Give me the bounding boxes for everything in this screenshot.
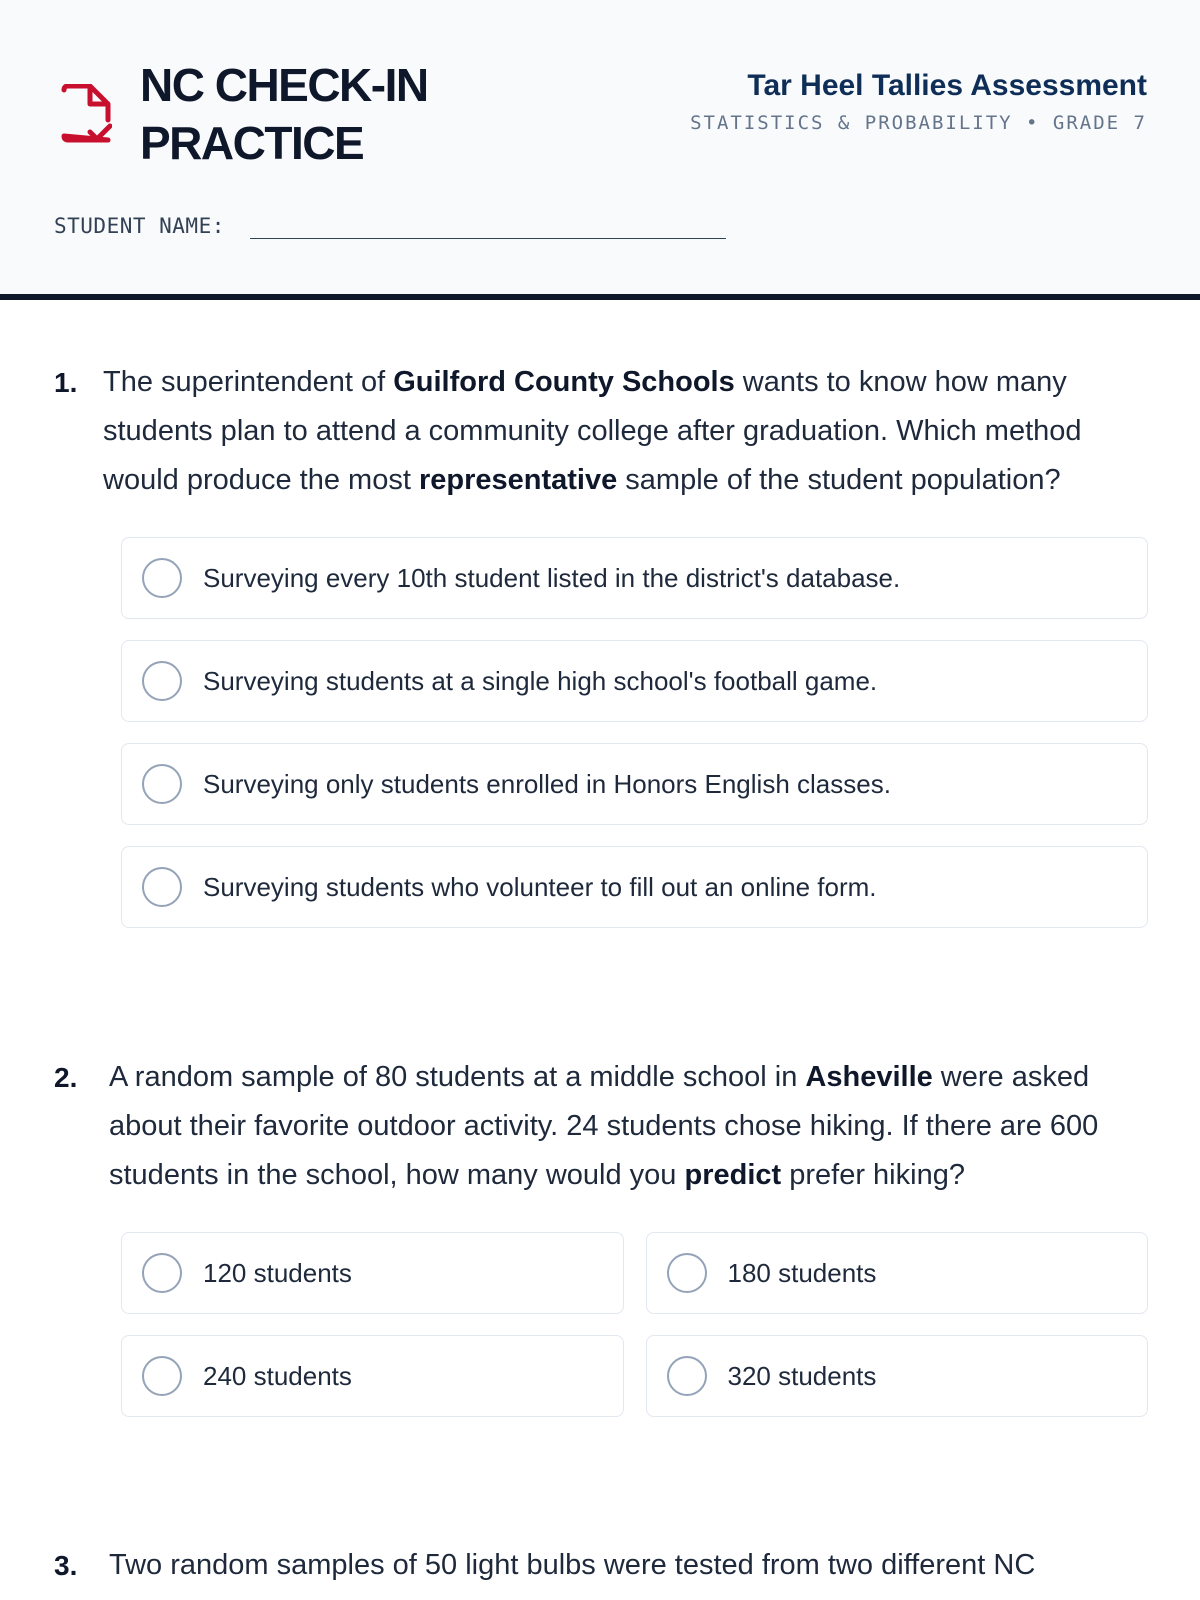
answer-options: [121, 537, 1148, 928]
radio-button[interactable]: [667, 1356, 707, 1396]
question-1: [54, 358, 1148, 949]
answer-option-c[interactable]: [121, 743, 1148, 825]
question-text-emphasis: Guilford County Schools: [393, 366, 735, 398]
radio-button[interactable]: [142, 558, 182, 598]
document-check-icon: [60, 84, 112, 144]
radio-button[interactable]: [667, 1253, 707, 1293]
radio-button[interactable]: [142, 1356, 182, 1396]
radio-button[interactable]: [142, 764, 182, 804]
answer-option-a[interactable]: [121, 1232, 624, 1314]
answer-option-label: 120 students: [203, 1258, 352, 1288]
question-text-part: sample of the student population?: [617, 464, 1061, 496]
answer-option-b[interactable]: [646, 1232, 1149, 1314]
answer-option-label: 240 students: [203, 1361, 352, 1391]
question-text-part: The superintendent of: [103, 366, 394, 398]
answer-option-c[interactable]: [121, 1335, 624, 1417]
question-text-part: wants to know how many students plan to attend a community college after graduation. Which method would produce the most: [103, 366, 1082, 496]
question-text-emphasis: predict: [684, 1159, 782, 1191]
question-text-part: Two random samples of 50 light bulbs were tested from two different NC: [109, 1549, 1036, 1581]
radio-button[interactable]: [142, 867, 182, 907]
question-text: [103, 358, 1148, 505]
answer-option-label: Surveying students who volunteer to fill out an online form.: [203, 872, 877, 902]
answer-option-label: 180 students: [727, 1258, 877, 1288]
question-text-part: prefer hiking?: [781, 1159, 965, 1191]
question-text-part: A random sample of 80 students at a middle school in: [109, 1061, 806, 1093]
answer-option-label: 320 students: [727, 1361, 877, 1391]
worksheet-header: [0, 0, 1200, 300]
question-text-emphasis: representative: [418, 464, 618, 496]
student-name-label: STUDENT NAME:: [54, 214, 225, 238]
question-2: [54, 1053, 1148, 1438]
answer-option-d[interactable]: [121, 846, 1148, 928]
question-text-part: were asked about their favorite outdoor activity. 24 students chose hiking. If there are 600 students in the school, how many would you: [109, 1061, 1099, 1191]
radio-button[interactable]: [142, 1253, 182, 1293]
student-name-line[interactable]: [250, 238, 726, 239]
assessment-info: [667, 68, 1147, 136]
question-number: 2.: [54, 1062, 78, 1093]
page-title: NC CHECK-IN PRACTICE: [140, 59, 428, 169]
question-number: 3.: [54, 1550, 78, 1581]
radio-button[interactable]: [142, 661, 182, 701]
answer-option-label: Surveying only students enrolled in Honors English classes.: [203, 769, 891, 799]
answer-option-d[interactable]: [646, 1335, 1149, 1417]
assessment-subtitle: STATISTICS & PROBABILITY • GRADE 7: [690, 112, 1147, 134]
question-3: [54, 1541, 1148, 1590]
question-text: [109, 1053, 1148, 1200]
answer-option-label: Surveying students at a single high school's football game.: [203, 666, 878, 696]
answer-option-label: Surveying every 10th student listed in the district's database.: [203, 563, 901, 593]
answer-options: [121, 1232, 1148, 1438]
assessment-title: Tar Heel Tallies Assessment: [747, 69, 1147, 102]
question-text: [109, 1541, 1148, 1590]
question-text-emphasis: Asheville: [805, 1061, 933, 1093]
answer-option-b[interactable]: [121, 640, 1148, 722]
answer-option-a[interactable]: [121, 537, 1148, 619]
question-number: 1.: [54, 367, 78, 398]
